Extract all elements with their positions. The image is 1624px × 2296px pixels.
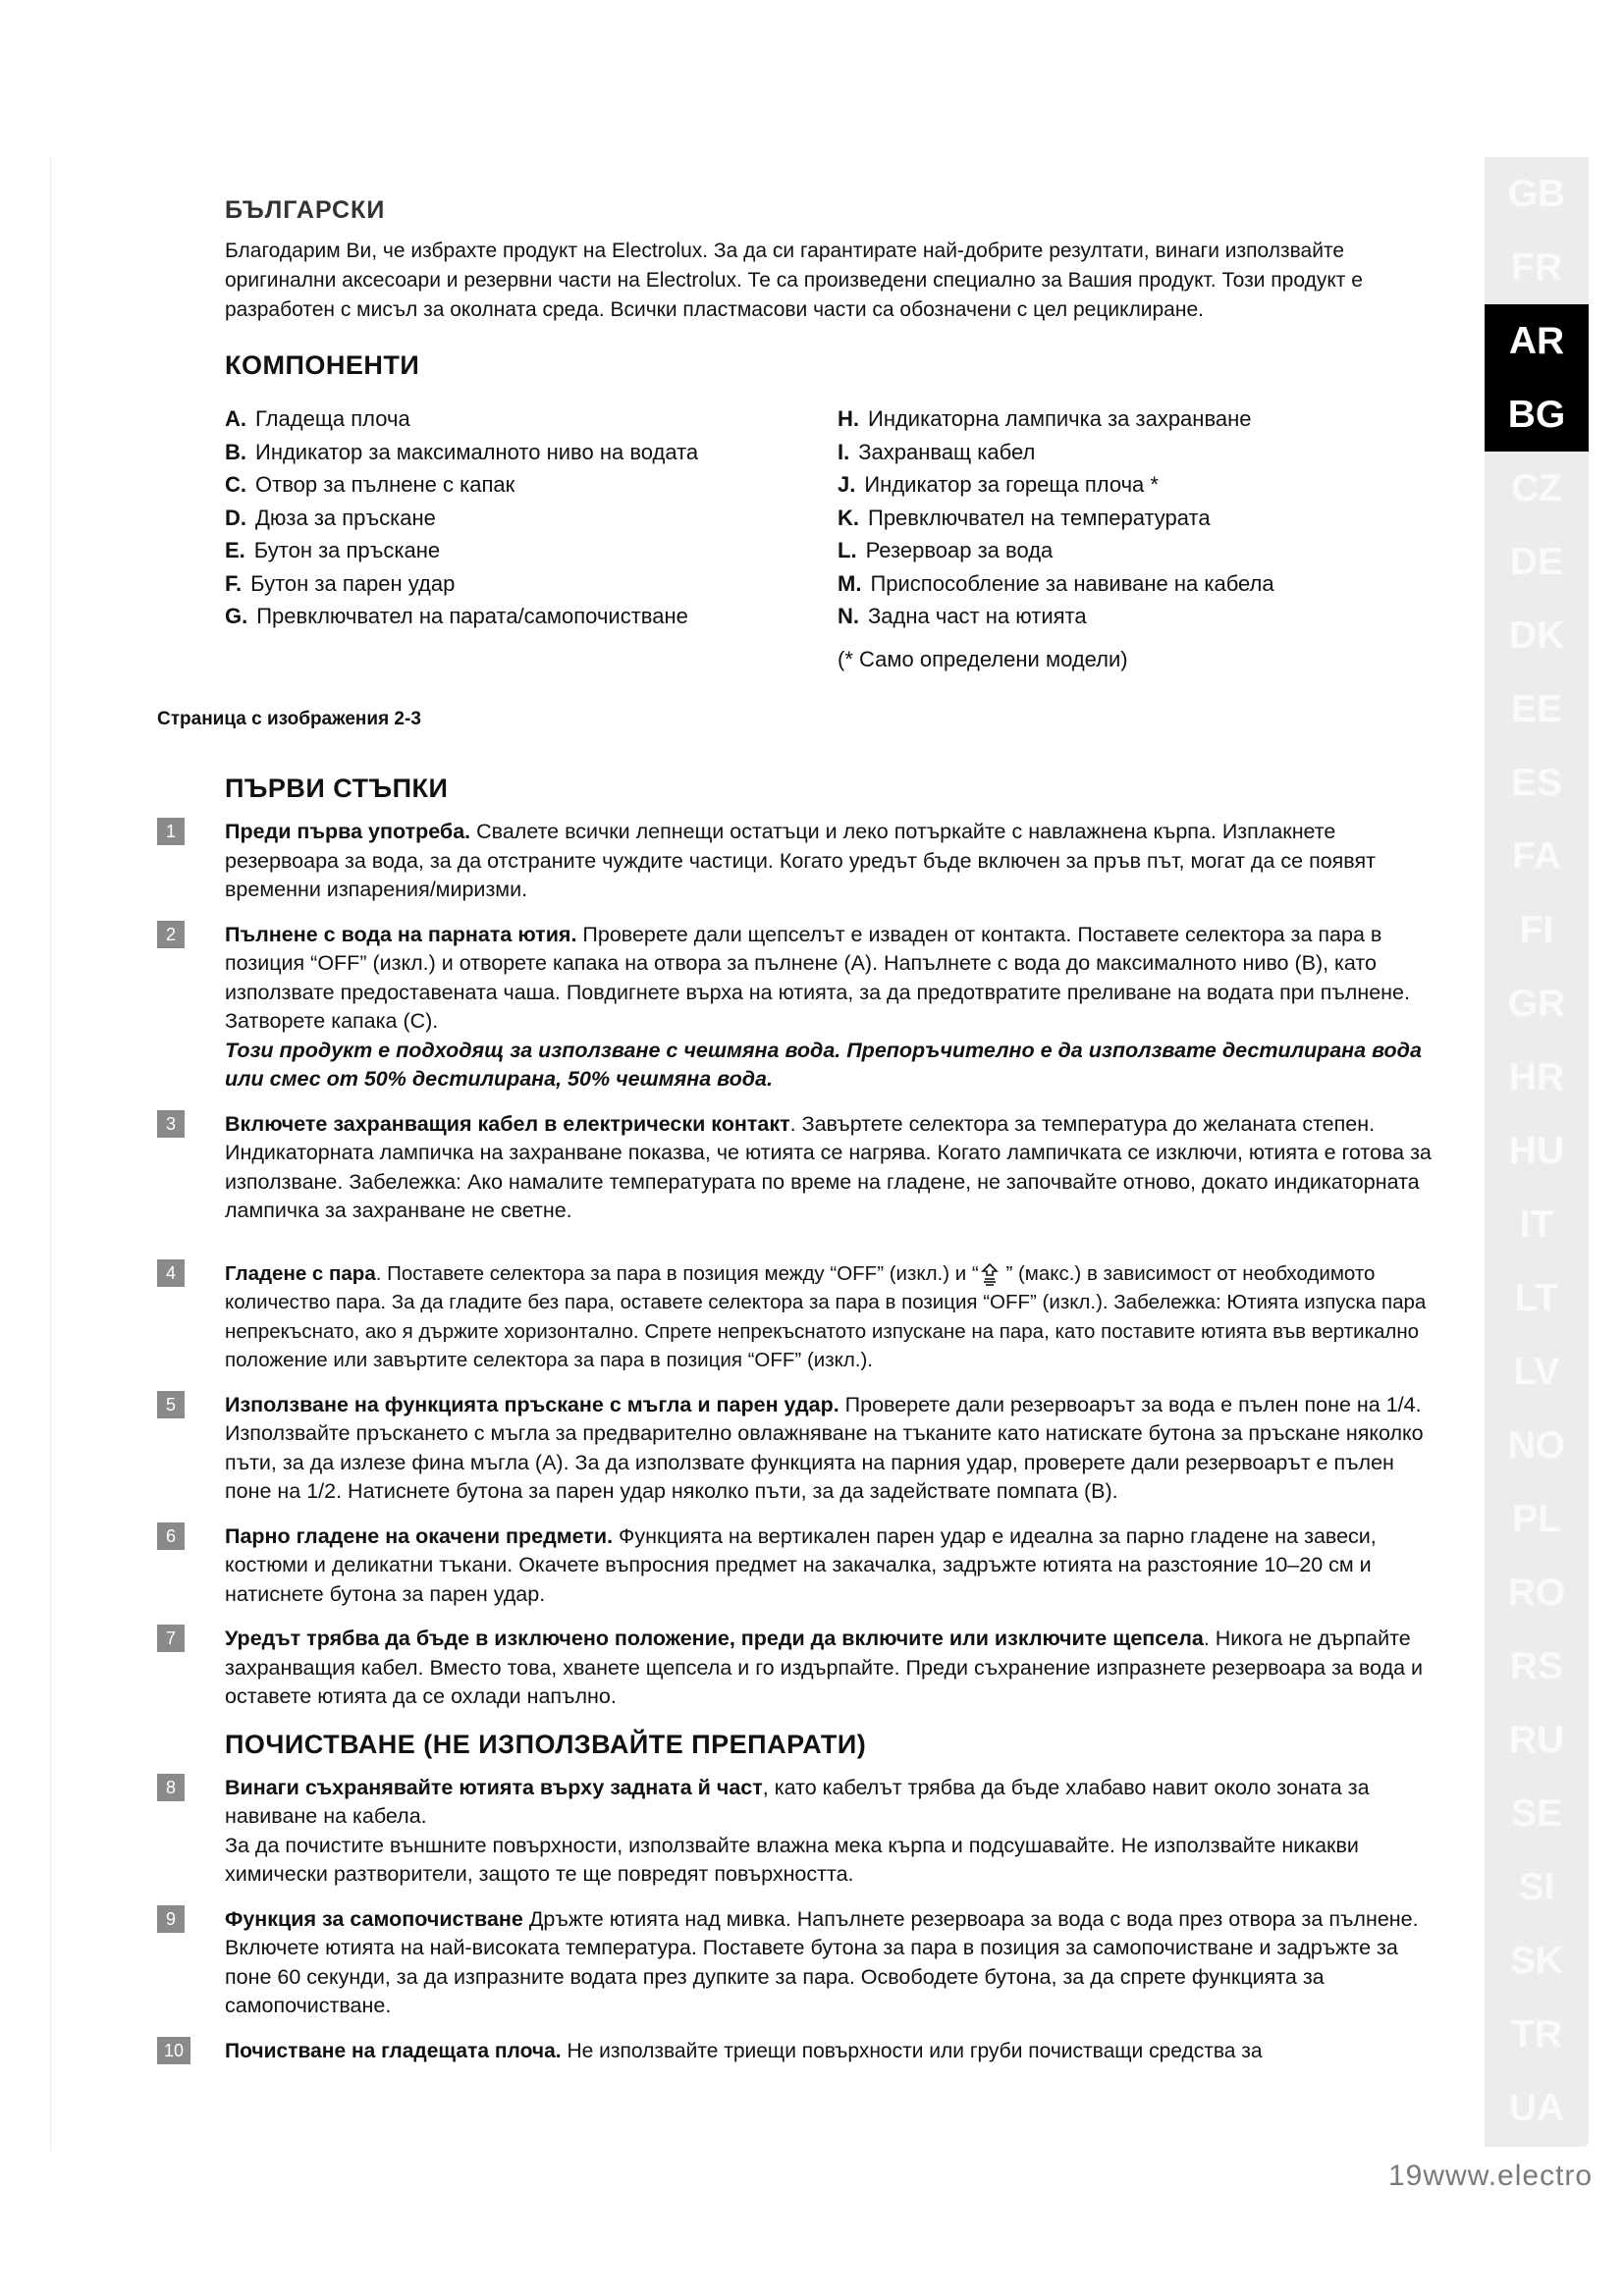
component-item: B. Индикатор за максималното ниво на водата [225,439,699,464]
page-footer: 19www.electro [1388,2160,1594,2192]
step-number: 2 [157,921,185,948]
step-title: Функция за самопочистване [225,1906,523,1931]
step-text: . Никога не дърпайте захранващия кабел. Вместо това, хванете щепсела и го издърпайте. Преди съхранение изпразнете резервоара за вода и оставете ютията да се охлади напълно. [225,1627,1424,1708]
step-number: 8 [157,1774,185,1801]
component-item: D. Дюза за пръскане [225,505,436,530]
component-item: N. Задна част на ютията [838,604,1087,628]
lang-tab-ua[interactable]: UA [1508,2087,1565,2129]
component-item: I. Захранващ кабел [838,439,1036,464]
step-title: Винаги съхранявайте ютията върху задната й част [225,1775,763,1799]
lang-tab-gr[interactable]: GR [1507,983,1566,1025]
component-item: C. Отвор за пълнене с капак [225,472,515,497]
lang-tab-fi[interactable]: FI [1519,909,1554,951]
lang-tab-pl[interactable]: PL [1512,1498,1561,1540]
step-title: Уредът трябва да бъде в изключено положение, преди да включите или изключите щепсела [225,1627,1204,1650]
step-text: , като кабелът трябва да бъде хлабаво навит около зоната за навиване на кабела. [225,1775,1370,1828]
component-item: M. Приспособление за навиване на кабела [838,570,1274,596]
step-text: Дръжте ютията над мивка. Напълнете резервоара за вода с вода през отвора за пълнене. Включете ютията на най-високата температура. Поставете бутона за пара в позиция за самопочистване и задръжте за поне 60 секунди, за да изпразните водата през дупките за пара. Освободете бутона, за да спрете функцията за самопочистване. [225,1906,1419,2017]
step-number: 9 [157,1905,185,1933]
step-number: 6 [157,1522,185,1550]
components-heading: КОМПОНЕНТИ [225,350,420,380]
steam-max-icon [979,1262,1001,1286]
lang-tab-it[interactable]: IT [1519,1203,1554,1246]
step-note: Този продукт е подходящ за използване с чешмяна вода. Препоръчително е да използвате дестилирана вода или смес от 50% дестилирана, 50% чешмяна вода. [225,1038,1422,1091]
step-1 [157,818,1434,905]
step-2 [157,921,1434,1095]
page-margin-line [50,157,51,2150]
component-item: F. Бутон за парен удар [225,570,456,596]
lang-tab-de[interactable]: DE [1509,541,1564,583]
step-text: Проверете дали щепселът е изваден от контакта. Поставете селектора за пара в позиция “OFF” (изкл.) и отворете капака на отвора за пълнене (A). Напълнете с вода до максималното ниво (B), като използвате предоставената чаша. Повдигнете върха на ютията, за да предотвратите преливане на водата при пълнене. Затворете капака (C). [225,922,1410,1033]
lang-tab-se[interactable]: SE [1510,1792,1563,1835]
step-number: 5 [157,1391,185,1418]
step-title: Пълнене с вода на парната ютия. [225,922,577,946]
step-title: Преди първа употреба. [225,820,471,843]
lang-tab-hr[interactable]: HR [1508,1056,1565,1098]
step-8 [157,1774,1434,1890]
components-right-column [838,402,1274,675]
pages-reference: Страница с изображения 2-3 [157,709,421,729]
lang-tab-lt[interactable]: LT [1514,1277,1559,1319]
step-title: Използване на функцията пръскане с мъгла и парен удар. [225,1392,839,1416]
step-text: Проверете дали резервоарът за вода е пълен поне на 1/4. Използвайте пръскането с мъгла за предварително овлажняване на тъканите като натискате бутона за пръскане няколко пъти, за да излезе фина мъгла (A). За да използвате функцията на парния удар, проверете дали резервоарът е пълен поне на 1/2. Натиснете бутона за парен удар няколко пъти, за да задействате помпата (B). [225,1392,1424,1503]
component-item: H. Индикаторна лампичка за захранване [838,406,1252,431]
lang-tab-fa[interactable]: FA [1512,835,1561,878]
component-item: E. Бутон за пръскане [225,538,441,562]
step-text: Функцията на вертикален парен удар е идеална за парно гладене на завеси, костюми и деликатни тъкани. Окачете въпросния предмет на закачалка, задръжте ютията на разстояние 10–20 см и натиснете бутона за парен удар. [225,1523,1377,1606]
lang-tab-cz[interactable]: CZ [1511,467,1562,509]
step-9 [157,1905,1434,2021]
step-7 [157,1625,1434,1712]
step-text: . Поставете селектора за пара в позиция между “OFF” (изкл.) и “ [375,1261,979,1285]
lang-tab-es[interactable]: ES [1510,762,1563,804]
step-title: Почистване на гладещата плоча. [225,2039,562,2062]
step-3 [157,1110,1434,1226]
step-title: Гладене с пара [225,1261,376,1285]
lang-tab-ro[interactable]: RO [1507,1572,1566,1614]
lang-tab-ee[interactable]: EE [1510,688,1563,730]
steps-section [157,774,1434,2065]
component-item: L. Резервоар за вода [838,538,1054,562]
step-number: 4 [157,1259,185,1287]
component-item: G. Превключвател на парата/самопочистване [225,604,688,628]
components-list [225,402,1433,671]
cleaning-heading: ПОЧИСТВАНЕ (НЕ ИЗПОЛЗВАЙТЕ ПРЕПАРАТИ) [225,1729,867,1759]
lang-tab-ar[interactable]: AR [1485,304,1589,378]
component-item: A. Гладеща плоча [225,406,410,431]
step-number: 3 [157,1110,185,1138]
step-4 [157,1259,1434,1375]
lang-tab-si[interactable]: SI [1518,1866,1555,1908]
step-text: Свалете всички лепнещи остатъци и леко потъркайте с навлажнена кърпа. Изплакнете резервоара за вода, за да отстраните чуждите частици. Когато уредът бъде включен за пръв път, могат да се появят временни изпарения/миризми. [225,820,1376,901]
step-number: 1 [157,818,185,845]
component-item: K. Превключвател на температурата [838,505,1211,530]
first-steps-heading: ПЪРВИ СТЪПКИ [225,774,449,803]
lang-tab-sk[interactable]: SK [1509,1940,1564,1982]
components-note: (* Само определени модели) [838,646,1128,671]
lang-tab-no[interactable]: NO [1507,1424,1566,1467]
step-10 [157,2037,1434,2066]
lang-tab-gb[interactable]: GB [1507,173,1566,215]
lang-tab-bg[interactable]: BG [1485,378,1589,452]
intro-section [225,196,1433,671]
intro-paragraph: Благодарим Ви, че избрахте продукт на Electrolux. За да си гарантирате най-добрите резултати, винаги използвайте оригинални аксесоари и резервни части на Electrolux. Те са произведени специално за Вашия продукт. Този продукт е разработен с мисъл за околната среда. Всички пластмасови части са обозначени с цел рециклиране. [225,240,1363,321]
component-item: J. Индикатор за гореща плоча * [838,472,1159,497]
step-number: 10 [157,2037,190,2064]
step-5 [157,1391,1434,1507]
lang-tab-dk[interactable]: DK [1508,614,1565,657]
lang-tab-hu[interactable]: HU [1508,1130,1565,1172]
language-heading: БЪЛГАРСКИ [225,196,386,224]
step-text: За да почистите външните повърхности, използвайте влажна мека кърпа и подсушавайте. Не използвайте никакви химически разтворители, защото те ще повредят повърхността. [225,1833,1359,1886]
language-tabs [1485,157,1589,2147]
step-text: . Завъртете селектора за температура до желаната степен. Индикаторната лампичка на захранване показва, че ютията се нагрява. Когато лампичката се изключи, ютията е готова за използване. Забележка: Ако намалите температурата по време на гладене, не започвайте отново, докато индикаторната лампичка за захранване не светне. [225,1111,1432,1222]
lang-tab-rs[interactable]: RS [1509,1645,1564,1687]
step-number: 7 [157,1625,185,1652]
step-title: Парно гладене на окачени предмети. [225,1523,614,1548]
lang-tab-ru[interactable]: RU [1508,1719,1565,1761]
lang-tab-tr[interactable]: TR [1511,2013,1562,2056]
step-text: ” (макс.) в зависимост от необходимото количество пара. За да гладите без пара, оставете селектора за пара в позиция “OFF” (изкл.). Забележка: Ютията изпуска пара непрекъснато, ако я държите хоризонтално. Спрете непрекъснатото изпускане на пара, като поставите ютията във вертикално положение или завъртите селектора за пара в позиция “OFF” (изкл.). [225,1261,1427,1371]
step-text: Не използвайте триещи повърхности или груби почистващи средства за [561,2039,1263,2062]
lang-tab-lv[interactable]: LV [1513,1351,1560,1393]
lang-tab-fr[interactable]: FR [1511,246,1562,289]
components-left-column [225,402,698,633]
step-title: Включете захранващия кабел в електрически контакт [225,1111,790,1136]
step-6 [157,1522,1434,1610]
